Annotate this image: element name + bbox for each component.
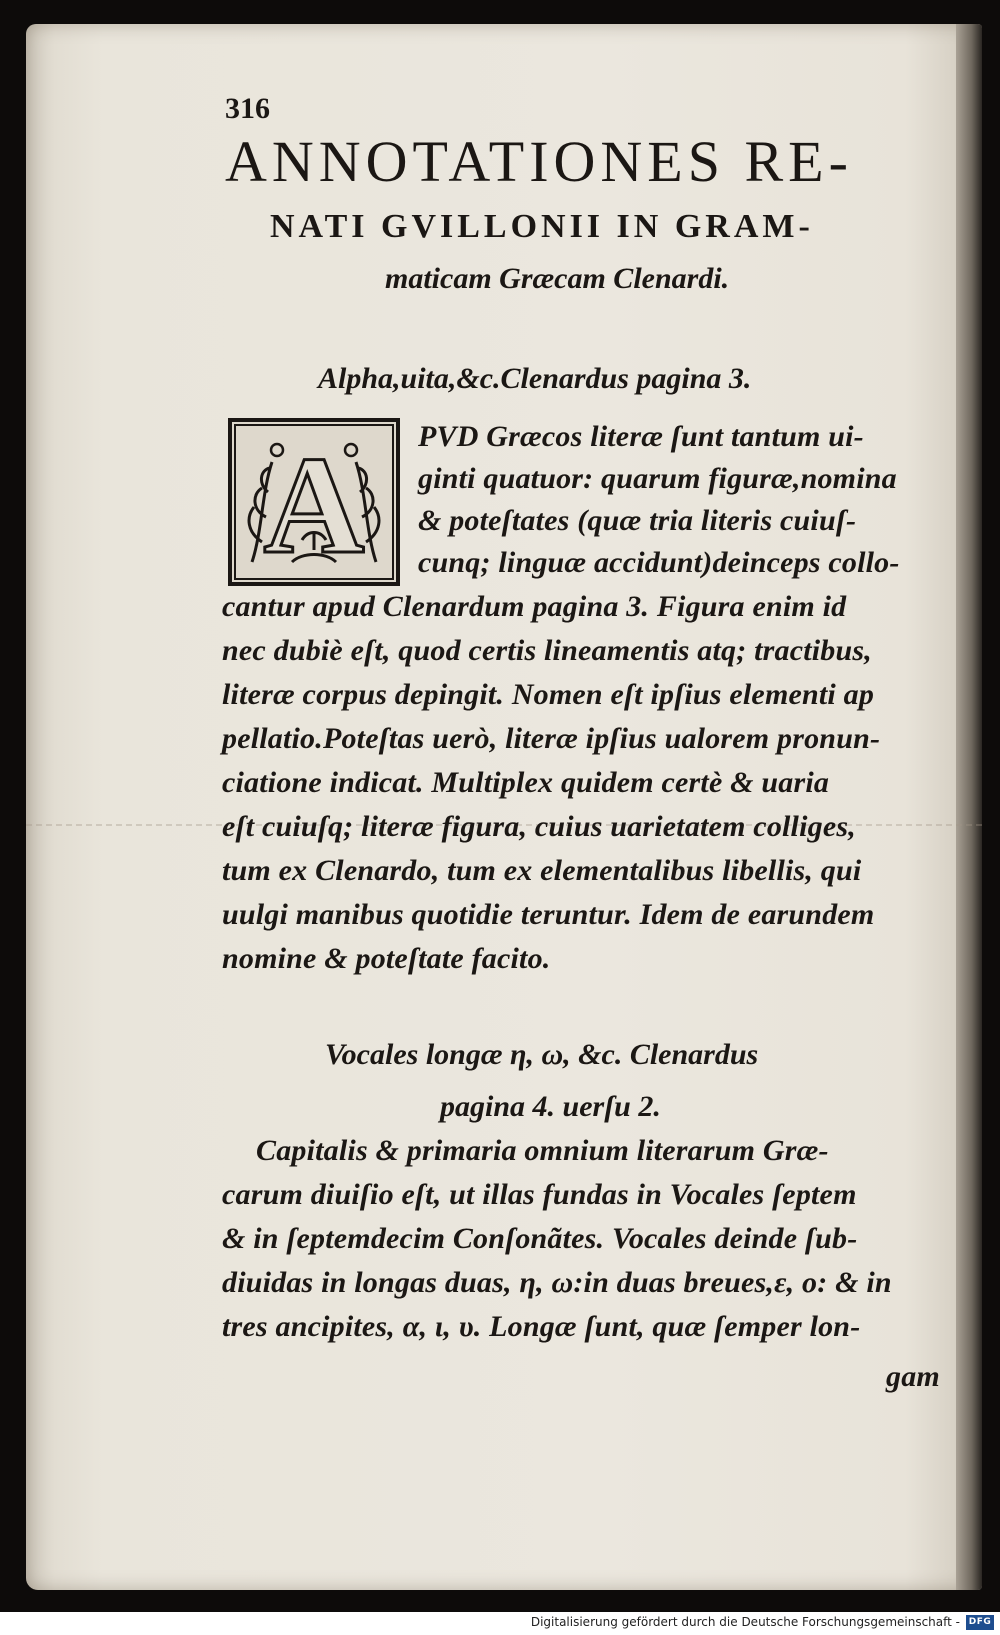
paragraph-1-line: cunq; linguæ accidunt)deinceps collo-: [418, 546, 900, 579]
heading-line-2: NATI GVILLONII IN GRAM-: [270, 208, 814, 245]
paragraph-1-line: eſt cuiuſq; literæ figura, cuius uarietatem colliges,: [222, 810, 856, 843]
paragraph-1-line: ciatione indicat. Multiplex quidem certè & uaria: [222, 766, 830, 799]
page-number: 316: [225, 92, 270, 125]
initial-letter: A: [263, 428, 365, 582]
lemma-heading-2-line-1: Vocales longæ η, ω, &c. Clenardus: [325, 1038, 759, 1071]
paragraph-2-line: & in ſeptemdecim Conſonãtes. Vocales deinde ſub-: [222, 1222, 858, 1255]
paragraph-1-line: uulgi manibus quotidie teruntur. Idem de earundem: [222, 898, 875, 931]
footer-bar: [0, 1612, 1000, 1635]
decorated-initial: [228, 418, 400, 586]
paragraph-2-line: tres ancipites, α, ι, υ. Longæ ſunt, quæ ſemper lon-: [222, 1310, 861, 1343]
paragraph-1-line: cantur apud Clenardum pagina 3. Figura enim id: [222, 590, 847, 623]
page-edge: [956, 24, 982, 1590]
paragraph-1-line: nomine & poteſtate facito.: [222, 942, 551, 975]
paragraph-2-line: Capitalis & primaria omnium literarum Græ-: [256, 1134, 829, 1167]
paragraph-1-line: tum ex Clenardo, tum ex elementalibus libellis, qui: [222, 854, 862, 887]
lemma-heading-1: Alpha,uita,&c.Clenardus pagina 3.: [318, 362, 752, 395]
catchword: gam: [886, 1360, 940, 1393]
heading-line-3: maticam Græcam Clenardi.: [385, 262, 730, 295]
footer-credit: Digitalisierung gefördert durch die Deutsche Forschungsgemeinschaft -: [530, 1615, 960, 1629]
paragraph-1-line: ginti quatuor: quarum figuræ,nomina: [418, 462, 897, 495]
lemma-heading-2-line-2: pagina 4. uerſu 2.: [440, 1090, 661, 1123]
heading-line-1: ANNOTATIONES RE-: [225, 129, 853, 194]
paragraph-1-line: PVD Græcos literæ ſunt tantum ui-: [418, 420, 864, 453]
paragraph-1-line: nec dubiè eſt, quod certis lineamentis atq; tractibus,: [222, 634, 872, 667]
book-page: [26, 24, 982, 1590]
paragraph-1-line: pellatio.Poteſtas uerò, literæ ipſius ualorem pronun-: [222, 722, 881, 755]
dfg-logo: DFG: [966, 1615, 994, 1630]
paragraph-2-line: carum diuiſio eſt, ut illas fundas in Vocales ſeptem: [222, 1178, 857, 1211]
paragraph-1-line: & poteſtates (quæ tria literis cuiuſ-: [418, 504, 857, 537]
paragraph-2-line: diuidas in longas duas, η, ω:in duas breues,ε, ο: & in: [222, 1266, 892, 1299]
decorated-initial-ornament: [232, 422, 396, 582]
paragraph-1-line: literæ corpus depingit. Nomen eſt ipſius elementi ap: [222, 678, 875, 711]
